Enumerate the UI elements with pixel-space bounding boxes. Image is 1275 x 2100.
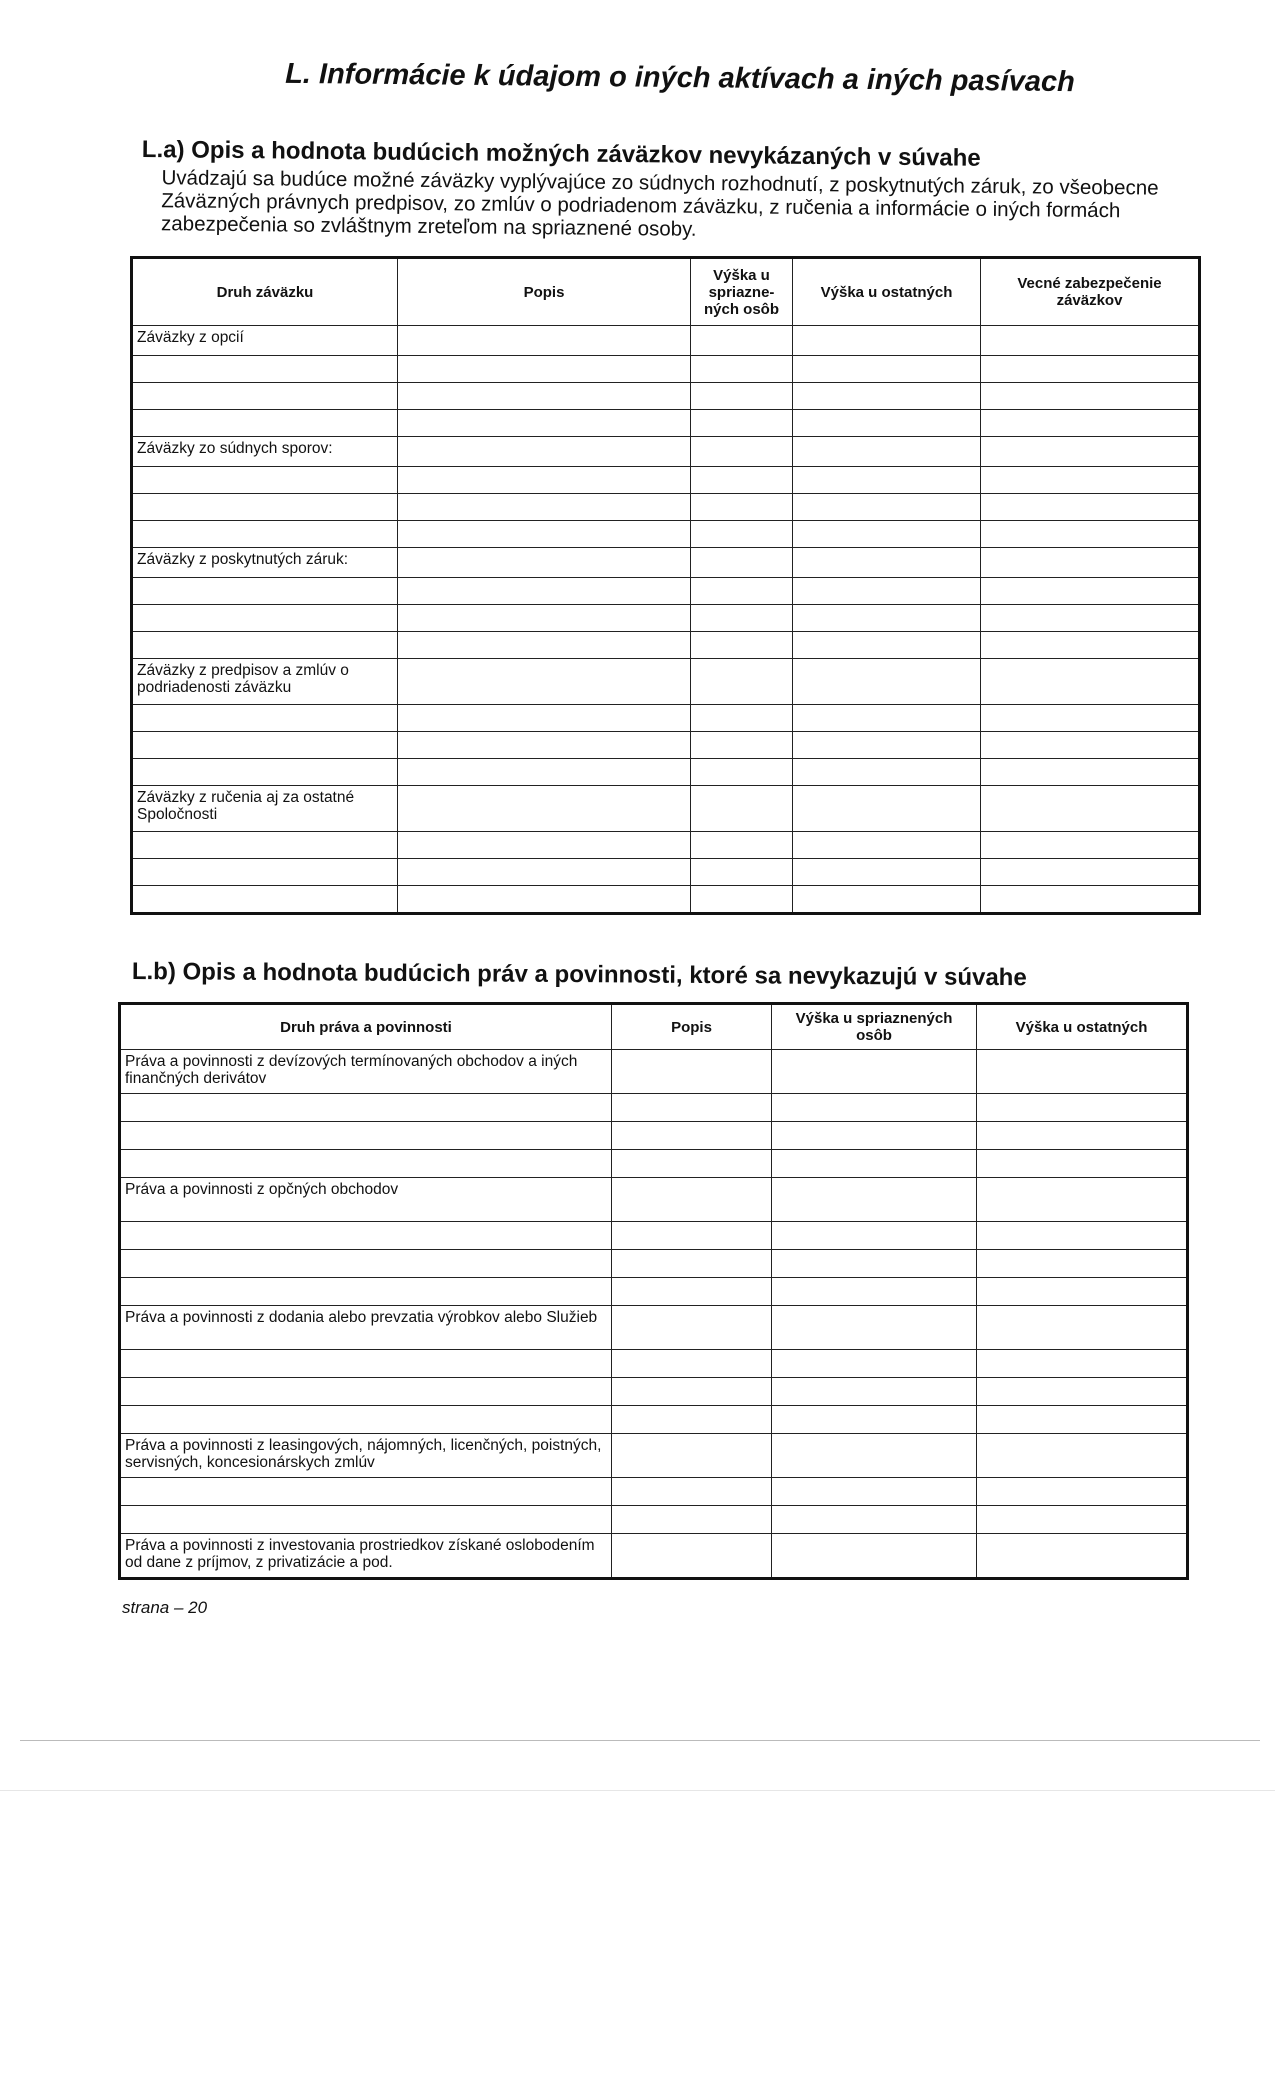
table-row <box>120 1478 1188 1506</box>
entry-cell[interactable] <box>981 578 1200 605</box>
entry-cell[interactable] <box>977 1094 1188 1122</box>
table-row <box>132 605 1200 632</box>
rights-obligations-table <box>118 1002 1189 1580</box>
column-header: Výška u spriazne-ných osôb <box>691 258 793 326</box>
entry-cell[interactable] <box>793 605 981 632</box>
column-header: Druh práva a povinnosti <box>120 1004 612 1050</box>
liabilities-table <box>130 256 1201 915</box>
table-row <box>132 326 1200 356</box>
column-header: Druh záväzku <box>132 258 398 326</box>
entry-cell[interactable] <box>120 1478 612 1506</box>
entry-cell[interactable] <box>120 1506 612 1534</box>
table-row <box>132 632 1200 659</box>
entry-cell[interactable] <box>398 705 691 732</box>
entry-cell[interactable] <box>398 410 691 437</box>
entry-cell[interactable] <box>772 1434 977 1478</box>
entry-cell[interactable] <box>691 437 793 467</box>
entry-cell[interactable] <box>691 886 793 914</box>
entry-cell[interactable] <box>977 1150 1188 1178</box>
entry-cell[interactable] <box>132 356 398 383</box>
entry-cell[interactable] <box>398 437 691 467</box>
entry-cell[interactable] <box>120 1378 612 1406</box>
entry-cell[interactable] <box>612 1222 772 1250</box>
entry-cell[interactable] <box>981 759 1200 786</box>
entry-cell[interactable] <box>772 1050 977 1094</box>
table-row <box>132 410 1200 437</box>
entry-cell[interactable] <box>691 832 793 859</box>
entry-cell[interactable] <box>120 1278 612 1306</box>
entry-cell[interactable] <box>120 1122 612 1150</box>
entry-cell[interactable] <box>981 356 1200 383</box>
entry-cell[interactable] <box>772 1250 977 1278</box>
table-body <box>120 1050 1188 1579</box>
entry-cell[interactable] <box>132 410 398 437</box>
entry-cell[interactable] <box>132 494 398 521</box>
entry-cell[interactable] <box>691 786 793 832</box>
entry-cell[interactable] <box>981 832 1200 859</box>
category-label: Záväzky zo súdnych sporov: <box>132 437 398 467</box>
entry-cell[interactable] <box>793 356 981 383</box>
entry-cell[interactable] <box>772 1178 977 1222</box>
entry-cell[interactable] <box>120 1250 612 1278</box>
entry-cell[interactable] <box>977 1222 1188 1250</box>
category-label: Záväzky z opcií <box>132 326 398 356</box>
entry-cell[interactable] <box>398 886 691 914</box>
entry-cell[interactable] <box>612 1122 772 1150</box>
table-row <box>120 1250 1188 1278</box>
entry-cell[interactable] <box>132 759 398 786</box>
table-header-row <box>132 258 1200 326</box>
entry-cell[interactable] <box>132 632 398 659</box>
entry-cell[interactable] <box>793 786 981 832</box>
table-row <box>120 1278 1188 1306</box>
entry-cell[interactable] <box>981 705 1200 732</box>
table-row <box>120 1150 1188 1178</box>
entry-cell[interactable] <box>772 1094 977 1122</box>
entry-cell[interactable] <box>691 521 793 548</box>
entry-cell[interactable] <box>977 1534 1188 1579</box>
entry-cell[interactable] <box>977 1478 1188 1506</box>
entry-cell[interactable] <box>793 659 981 705</box>
entry-cell[interactable] <box>398 356 691 383</box>
entry-cell[interactable] <box>612 1094 772 1122</box>
entry-cell[interactable] <box>691 605 793 632</box>
entry-cell[interactable] <box>691 326 793 356</box>
entry-cell[interactable] <box>793 410 981 437</box>
entry-cell[interactable] <box>398 605 691 632</box>
table-row <box>120 1178 1188 1222</box>
entry-cell[interactable] <box>398 383 691 410</box>
entry-cell[interactable] <box>981 732 1200 759</box>
entry-cell[interactable] <box>981 437 1200 467</box>
entry-cell[interactable] <box>977 1278 1188 1306</box>
entry-cell[interactable] <box>977 1406 1188 1434</box>
entry-cell[interactable] <box>612 1350 772 1378</box>
entry-cell[interactable] <box>612 1406 772 1434</box>
entry-cell[interactable] <box>132 467 398 494</box>
entry-cell[interactable] <box>981 859 1200 886</box>
entry-cell[interactable] <box>981 494 1200 521</box>
entry-cell[interactable] <box>772 1534 977 1579</box>
entry-cell[interactable] <box>612 1434 772 1478</box>
entry-cell[interactable] <box>793 437 981 467</box>
table-row <box>120 1350 1188 1378</box>
entry-cell[interactable] <box>691 859 793 886</box>
entry-cell[interactable] <box>398 859 691 886</box>
entry-cell[interactable] <box>977 1178 1188 1222</box>
entry-cell[interactable] <box>977 1506 1188 1534</box>
entry-cell[interactable] <box>612 1378 772 1406</box>
table-row <box>132 578 1200 605</box>
category-label: Záväzky z ručenia aj za ostatné Spoločnosti <box>132 786 398 832</box>
scan-divider <box>20 1740 1260 1741</box>
entry-cell[interactable] <box>981 632 1200 659</box>
table-row <box>132 356 1200 383</box>
page-title: L. Informácie k údajom o iných aktívach a iných pasívach <box>284 57 1076 99</box>
entry-cell[interactable] <box>793 578 981 605</box>
entry-cell[interactable] <box>772 1350 977 1378</box>
column-header: Vecné zabezpečenie záväzkov <box>981 258 1200 326</box>
entry-cell[interactable] <box>132 886 398 914</box>
entry-cell[interactable] <box>612 1478 772 1506</box>
table-row <box>120 1434 1188 1478</box>
entry-cell[interactable] <box>793 632 981 659</box>
table-row <box>132 786 1200 832</box>
entry-cell[interactable] <box>977 1250 1188 1278</box>
table-row <box>120 1222 1188 1250</box>
entry-cell[interactable] <box>793 732 981 759</box>
table-row <box>132 383 1200 410</box>
table-row <box>132 494 1200 521</box>
entry-cell[interactable] <box>772 1150 977 1178</box>
entry-cell[interactable] <box>793 832 981 859</box>
entry-cell[interactable] <box>398 467 691 494</box>
entry-cell[interactable] <box>691 732 793 759</box>
entry-cell[interactable] <box>398 548 691 578</box>
table-row <box>132 886 1200 914</box>
entry-cell[interactable] <box>793 383 981 410</box>
entry-cell[interactable] <box>612 1534 772 1579</box>
entry-cell[interactable] <box>132 732 398 759</box>
table-row <box>132 859 1200 886</box>
entry-cell[interactable] <box>981 605 1200 632</box>
entry-cell[interactable] <box>132 832 398 859</box>
table-row <box>132 659 1200 705</box>
entry-cell[interactable] <box>772 1306 977 1350</box>
entry-cell[interactable] <box>981 467 1200 494</box>
category-label: Práva a povinnosti z investovania prostriedkov získané oslobodením od dane z príjmov, z privatizácie a pod. <box>120 1534 612 1579</box>
entry-cell[interactable] <box>120 1222 612 1250</box>
entry-cell[interactable] <box>977 1306 1188 1350</box>
entry-cell[interactable] <box>691 383 793 410</box>
entry-cell[interactable] <box>132 859 398 886</box>
entry-cell[interactable] <box>772 1406 977 1434</box>
table-row <box>132 548 1200 578</box>
entry-cell[interactable] <box>793 326 981 356</box>
table-row <box>120 1506 1188 1534</box>
entry-cell[interactable] <box>772 1122 977 1150</box>
entry-cell[interactable] <box>612 1306 772 1350</box>
entry-cell[interactable] <box>793 886 981 914</box>
entry-cell[interactable] <box>132 383 398 410</box>
entry-cell[interactable] <box>691 632 793 659</box>
table-row <box>120 1534 1188 1579</box>
entry-cell[interactable] <box>772 1378 977 1406</box>
column-header: Popis <box>398 258 691 326</box>
table-row <box>132 437 1200 467</box>
entry-cell[interactable] <box>772 1478 977 1506</box>
entry-cell[interactable] <box>120 1094 612 1122</box>
scan-edge <box>0 1790 1275 1791</box>
entry-cell[interactable] <box>398 732 691 759</box>
entry-cell[interactable] <box>981 326 1200 356</box>
entry-cell[interactable] <box>132 605 398 632</box>
entry-cell[interactable] <box>691 578 793 605</box>
table-row <box>132 521 1200 548</box>
entry-cell[interactable] <box>772 1222 977 1250</box>
entry-cell[interactable] <box>132 521 398 548</box>
entry-cell[interactable] <box>977 1378 1188 1406</box>
table-row <box>132 705 1200 732</box>
table-row <box>120 1094 1188 1122</box>
entry-cell[interactable] <box>793 548 981 578</box>
entry-cell[interactable] <box>691 467 793 494</box>
entry-cell[interactable] <box>398 578 691 605</box>
column-header: Popis <box>612 1004 772 1050</box>
entry-cell[interactable] <box>981 659 1200 705</box>
entry-cell[interactable] <box>981 383 1200 410</box>
category-label: Záväzky z predpisov a zmlúv o podriadenosti záväzku <box>132 659 398 705</box>
table-header-row <box>120 1004 1188 1050</box>
entry-cell[interactable] <box>981 786 1200 832</box>
entry-cell[interactable] <box>691 548 793 578</box>
entry-cell[interactable] <box>612 1050 772 1094</box>
entry-cell[interactable] <box>398 786 691 832</box>
section-a-heading: L.a) Opis a hodnota budúcich možných záväzkov nevykázaných v súvahe <box>141 136 981 172</box>
entry-cell[interactable] <box>120 1350 612 1378</box>
entry-cell[interactable] <box>691 356 793 383</box>
entry-cell[interactable] <box>977 1122 1188 1150</box>
table-row <box>132 832 1200 859</box>
entry-cell[interactable] <box>120 1150 612 1178</box>
entry-cell[interactable] <box>981 521 1200 548</box>
entry-cell[interactable] <box>691 759 793 786</box>
entry-cell[interactable] <box>793 467 981 494</box>
entry-cell[interactable] <box>398 759 691 786</box>
section-a <box>141 136 1202 246</box>
column-header: Výška u ostatných <box>793 258 981 326</box>
entry-cell[interactable] <box>691 659 793 705</box>
entry-cell[interactable] <box>612 1506 772 1534</box>
entry-cell[interactable] <box>120 1406 612 1434</box>
entry-cell[interactable] <box>793 705 981 732</box>
table-row <box>120 1306 1188 1350</box>
entry-cell[interactable] <box>793 859 981 886</box>
category-label: Práva a povinnosti z opčných obchodov <box>120 1178 612 1222</box>
section-b-heading: L.b) Opis a hodnota budúcich práv a povinnosti, ktoré sa nevykazujú v súvahe <box>131 958 1027 992</box>
table-row <box>120 1378 1188 1406</box>
entry-cell[interactable] <box>793 494 981 521</box>
entry-cell[interactable] <box>132 705 398 732</box>
section-a-intro: Uvádzajú sa budúce možné záväzky vyplývajúce zo súdnych rozhodnutí, z poskytnutých záruk, zo všeobecne Záväzných právnych predpisov, zo zmlúv o podriadenom záväzku, z ručenia a informácie o iných formách zabezpečenia so zvláštnym zreteľom na spriaznené osoby. <box>160 166 1159 241</box>
column-header: Výška u spriaznených osôb <box>772 1004 977 1050</box>
page-number: strana – 20 <box>122 1598 208 1617</box>
entry-cell[interactable] <box>772 1506 977 1534</box>
entry-cell[interactable] <box>398 632 691 659</box>
table-body <box>132 326 1200 914</box>
entry-cell[interactable] <box>132 578 398 605</box>
table-row <box>120 1122 1188 1150</box>
category-label: Práva a povinnosti z devízových termínovaných obchodov a iných finančných derivátov <box>120 1050 612 1094</box>
entry-cell[interactable] <box>977 1350 1188 1378</box>
entry-cell[interactable] <box>398 832 691 859</box>
entry-cell[interactable] <box>612 1278 772 1306</box>
entry-cell[interactable] <box>772 1278 977 1306</box>
category-label: Práva a povinnosti z dodania alebo prevzatia výrobkov alebo Služieb <box>120 1306 612 1350</box>
entry-cell[interactable] <box>612 1150 772 1178</box>
entry-cell[interactable] <box>793 759 981 786</box>
table-row <box>120 1406 1188 1434</box>
entry-cell[interactable] <box>981 886 1200 914</box>
table-row <box>132 467 1200 494</box>
table-row <box>132 759 1200 786</box>
entry-cell[interactable] <box>793 521 981 548</box>
entry-cell[interactable] <box>398 494 691 521</box>
entry-cell[interactable] <box>398 659 691 705</box>
entry-cell[interactable] <box>691 705 793 732</box>
entry-cell[interactable] <box>398 521 691 548</box>
entry-cell[interactable] <box>691 494 793 521</box>
entry-cell[interactable] <box>981 548 1200 578</box>
table-row <box>120 1050 1188 1094</box>
entry-cell[interactable] <box>977 1050 1188 1094</box>
category-label: Záväzky z poskytnutých záruk: <box>132 548 398 578</box>
entry-cell[interactable] <box>612 1178 772 1222</box>
category-label: Práva a povinnosti z leasingových, nájomných, licenčných, poistných, servisných, koncesionárskych zmlúv <box>120 1434 612 1478</box>
entry-cell[interactable] <box>398 326 691 356</box>
entry-cell[interactable] <box>981 410 1200 437</box>
table-row <box>132 732 1200 759</box>
column-header: Výška u ostatných <box>977 1004 1188 1050</box>
entry-cell[interactable] <box>691 410 793 437</box>
entry-cell[interactable] <box>977 1434 1188 1478</box>
entry-cell[interactable] <box>612 1250 772 1278</box>
